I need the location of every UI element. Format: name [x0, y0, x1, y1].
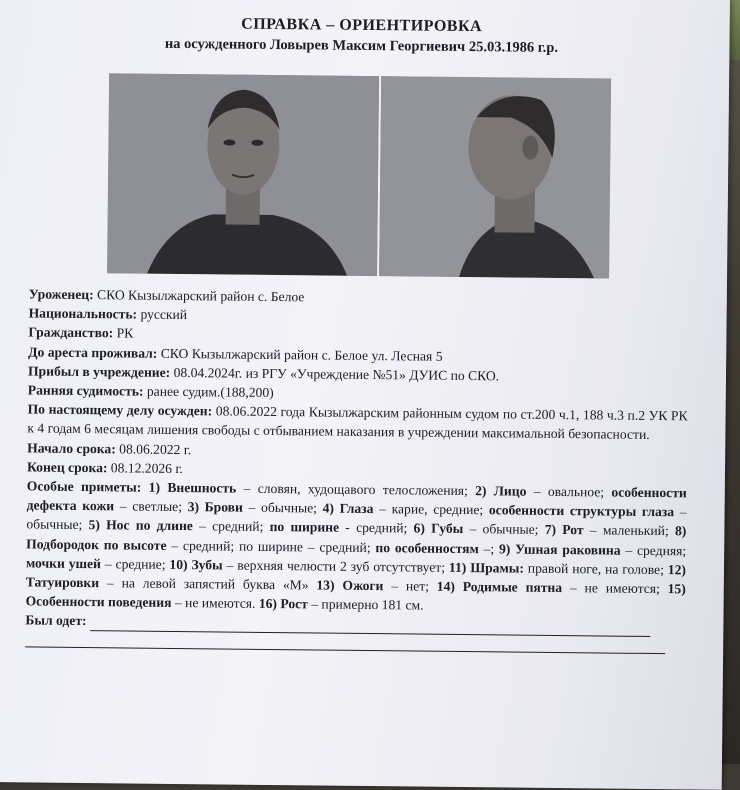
feature-label: 8) Подбородок по высоте	[26, 523, 687, 553]
prior-conviction-label: Ранняя судимость:	[27, 382, 144, 399]
feature-label: 15) Особенности поведения	[25, 581, 686, 611]
conviction-value: 08.06.2022 года Кызылжарским районным судом по ст.200 ч.1, 188 ч.3 п.2 УК РК к 4 годам 6 месяцам лишения свободы с отбыванием наказания в учреждении максимальной безопасности.	[27, 403, 688, 443]
feature-label: особенности структуры глаза	[488, 502, 675, 520]
feature-label: 10) Зубы	[169, 556, 223, 573]
feature-value: – обычные;	[242, 499, 323, 516]
feature-label: 6) Губы	[413, 520, 464, 537]
term-end-label: Конец срока:	[26, 459, 108, 476]
feature-label: 3) Брови	[187, 499, 243, 515]
feature-value: – средний;	[192, 518, 270, 535]
feature-value: – светлые;	[114, 498, 188, 515]
feature-label: мочки ушей	[25, 555, 102, 572]
residence-value: СКО Кызылжарский район с. Белое ул. Лесная 5	[160, 345, 443, 364]
prior-conviction-value: ранее судим.(188,200)	[146, 383, 274, 401]
document-content	[25, 12, 691, 629]
document-subtitle: на осужденного Ловырев Максим Георгиевич 25.03.1986 г.р.	[164, 35, 559, 56]
feature-value: – средняя;	[620, 542, 687, 558]
photo-group	[107, 73, 661, 279]
feature-label: 11) Шрамы:	[448, 559, 525, 576]
feature-value: правой ноге, на голове;	[523, 560, 668, 577]
feature-value: – не имеются.	[171, 595, 259, 612]
conviction-row	[27, 400, 687, 445]
feature-value: – средний; по ширине – средний;	[166, 537, 376, 555]
feature-value: – на левой запястий буква «М»	[99, 575, 317, 593]
feature-label: 12) Татуировки	[25, 561, 687, 591]
profile-mugshot-photo	[379, 76, 611, 278]
document-title: СПРАВКА – ОРИЕНТИРОВКА	[241, 15, 483, 36]
feature-value: – обычные;	[26, 504, 687, 533]
arrived-label: Прибыл в учреждение:	[27, 363, 171, 380]
feature-value: - средний;	[339, 520, 414, 536]
feature-value: – карие, средние;	[373, 501, 490, 518]
feature-value: – нет;	[383, 578, 437, 594]
birthplace-label: Уроженец:	[28, 286, 94, 303]
feature-label: 2) Лицо	[475, 483, 527, 499]
feature-value: – маленький;	[583, 522, 676, 539]
feature-value: – не имеются;	[562, 580, 668, 597]
citizenship-value: РК	[116, 325, 134, 341]
feature-value: – средние;	[100, 556, 170, 572]
feature-label: 1) Внешность	[148, 479, 237, 496]
feature-label: 14) Родимые пятна	[436, 578, 563, 596]
birthplace-value: СКО Кызылжарский район с. Белое	[96, 287, 305, 305]
front-mugshot-photo	[107, 73, 379, 276]
dressed-label: Был одет:	[25, 612, 87, 629]
arrived-value: 08.04.2024г. из РГУ «Учреждение №51» ДУИС по СКО.	[173, 364, 500, 384]
feature-label: 16) Рост	[258, 596, 308, 612]
feature-label: по особенностям	[375, 539, 479, 556]
citizenship-label: Гражданство:	[28, 324, 114, 341]
feature-label: 7) Рот	[544, 522, 584, 538]
nationality-value: русский	[140, 306, 188, 323]
term-start-value: 08.06.2022 г.	[119, 441, 192, 457]
feature-label: 4) Глаза	[322, 500, 374, 517]
feature-value: – верхняя челюсти 2 зуб отсутствует;	[222, 557, 450, 575]
special-features-paragraph	[26, 476, 687, 617]
nationality-label: Национальность:	[28, 305, 138, 322]
feature-label: по ширине	[269, 519, 340, 536]
term-start-label: Начало срока:	[27, 440, 116, 456]
info-text-block	[25, 284, 689, 654]
special-features-label: Особые приметы:	[26, 478, 142, 495]
feature-value: – словян, худощавого телосложения;	[236, 480, 476, 499]
residence-label: До ареста проживал:	[28, 344, 158, 361]
conviction-label: По настоящему делу осужден:	[27, 401, 213, 419]
feature-label: 9) Ушная раковина	[498, 541, 621, 558]
feature-value: – обычные;	[463, 521, 545, 538]
feature-value: –;	[478, 540, 500, 557]
feature-value: – примерно 181 см.	[307, 596, 424, 613]
feature-label: особенности дефекта кожи	[26, 484, 687, 514]
term-end-value: 08.12.2026 г.	[110, 460, 183, 476]
feature-label: 5) Нос по длине	[88, 517, 193, 534]
feature-label: 13) Ожоги	[316, 577, 384, 594]
feature-value: – овальное;	[526, 483, 612, 500]
